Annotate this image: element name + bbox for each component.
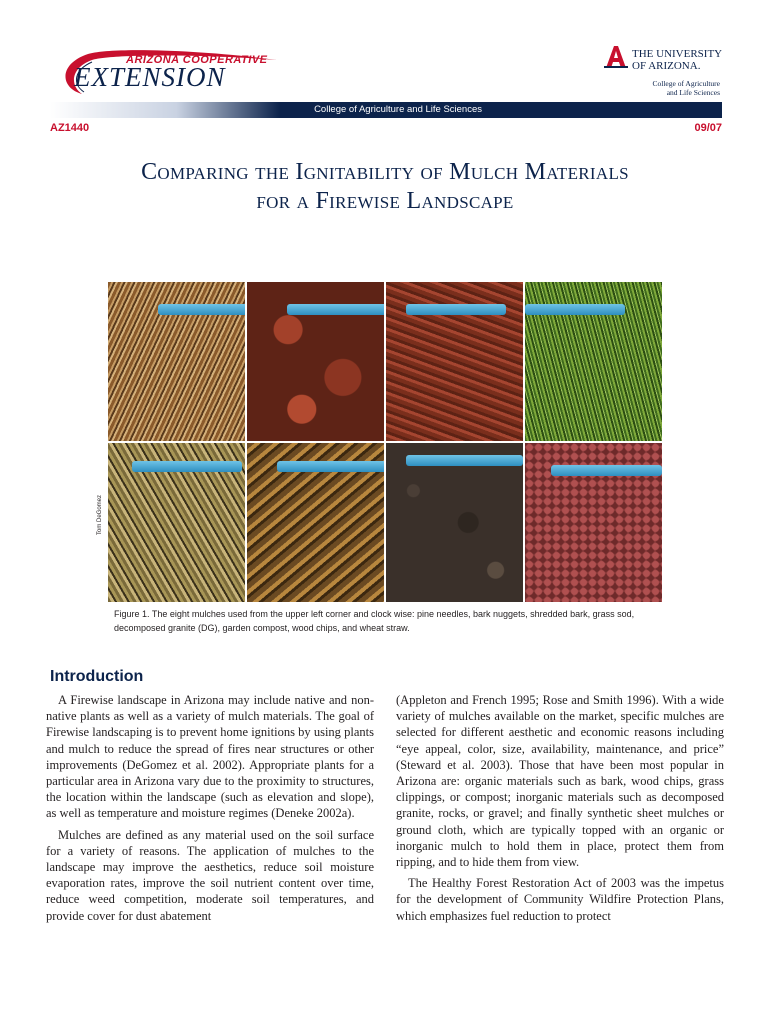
university-logo (604, 44, 724, 104)
pen-icon (158, 304, 245, 315)
tile-grass-sod (525, 282, 662, 441)
paragraph: Mulches are defined as any material used on the soil surface for a variety of reasons. The application of mulches to the landscape may improve the aesthetics, reduce soil moisture evaporation rates, improve the soil nutrient content over time, reduce weed competition, moderate soil temperatures, and provide cover for dust abatement (46, 827, 374, 923)
pen-icon (287, 304, 384, 315)
body-column-left (46, 692, 374, 924)
pen-icon (551, 465, 662, 476)
header-bar-gradient (50, 102, 280, 118)
tile-wheat-straw (108, 443, 245, 602)
pen-icon (525, 304, 625, 315)
paragraph: A Firewise landscape in Arizona may include native and non-native plants as well as a variety of mulch materials. The goal of Firewise landscaping is to prevent home ignitions by using plants and mulch to reduce the spread of fires near structures or other improvements (DeGomez et al. 2002). Appropriate plants for a particular area in Arizona vary due to the proximity to structures, the location within the landscape (such as elevation and slope), as well as temperature and moisture regimes (Deneke 2002a). (46, 693, 374, 821)
tile-pine-needles (108, 282, 245, 441)
university-line1: THE UNIVERSITY (632, 48, 723, 60)
tile-shredded-bark (386, 282, 523, 441)
pen-icon (277, 461, 384, 472)
university-name (632, 48, 732, 72)
doc-date: 09/07 (694, 122, 722, 134)
pen-icon (132, 461, 242, 472)
pen-icon (406, 304, 506, 315)
university-line2: OF ARIZONA. (632, 60, 701, 72)
mulch-figure (108, 282, 660, 602)
body-column-right (396, 692, 724, 924)
header-bar-text: College of Agriculture and Life Sciences (314, 104, 482, 115)
figure-credit: Tom DeGomez (97, 494, 103, 535)
section-heading: Introduction (50, 668, 144, 685)
doc-code: AZ1440 (50, 122, 90, 134)
paragraph: The Healthy Forest Restoration Act of 2003 was the impetus for the development of Community Wildfire Protection Plans, which emphasizes fuel reduction to protect (396, 876, 724, 923)
title-line2: for a Firewise Landscape (256, 188, 514, 214)
tile-decomposed-granite (525, 443, 662, 602)
tile-bark-nuggets (247, 282, 384, 441)
logo-main-text: EXTENSION (74, 62, 226, 92)
extension-logo (52, 48, 282, 100)
college-line2: and Life Sciences (666, 88, 720, 97)
tile-wood-chips (247, 443, 384, 602)
college-line1: College of Agriculture (652, 79, 720, 88)
college-name (604, 79, 720, 97)
title-line1: Comparing the Ignitability of Mulch Materials (141, 159, 629, 185)
header-bar (50, 102, 722, 118)
university-a-icon (604, 44, 628, 70)
figure-caption: Figure 1. The eight mulches used from the upper left corner and clock wise: pine needles, bark nuggets, shredded bark, grass sod, decomposed granite (DG), garden compost, wood chips, and wheat straw. (114, 609, 635, 633)
tile-garden-compost (386, 443, 523, 602)
paragraph: (Appleton and French 1995; Rose and Smith 1996). With a wide variety of mulches available on the market, specific mulches are selected for different aesthetic and economic reasons including “eye appeal, color, size, availability, maintenance, and price” (Steward et al. 2003). Those that have been most popular in Arizona are: organic materials such as bark, wood chips, grass clippings, or compost; inorganic materials such as decomposed granite, rocks, or gravel; and finally synthetic sheet mulches or ground cloth, which are typically topped with an organic or inorganic mulch to hold them in place, protect them from ripping, and to hide them from view. (396, 693, 724, 870)
pen-icon (406, 455, 523, 466)
page-title (40, 158, 730, 216)
logo-top-text: ARIZONA COOPERATIVE (126, 54, 268, 66)
